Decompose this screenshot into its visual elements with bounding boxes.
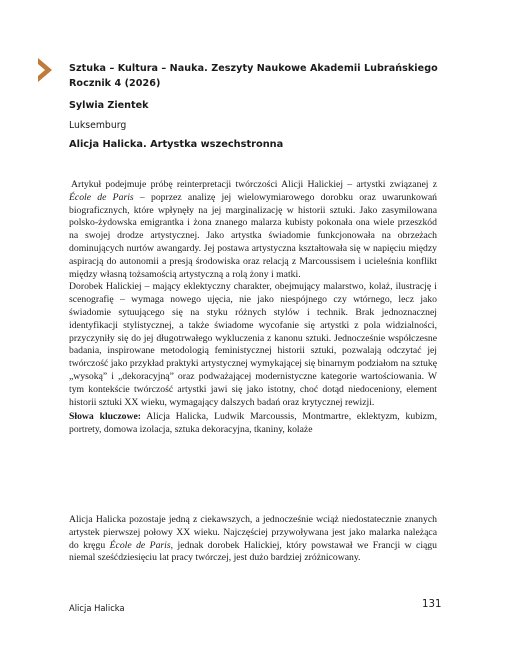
article-title: Alicja Halicka. Artystka wszechstronna [69,139,284,150]
abstract-paragraph-1: Artykuł podejmuje próbę reinterpretacji twórczości Alicji Halickiej – artystki związanej z École de Paris – poprzez analizę jej wielowymiarowego dorobku oraz uwarunkowań biograficznych, które wpłynęły na jej marginalizację w historii sztuki. Jako zasymilowana polsko-żydowska emigrantka i żona znanego malarza kubisty pokonała ona wiele przeszkód na swojej drodze artystycznej. Jako artystka świadomie funkcjonowała na obrzeżach dominujących nurtów awangardy. Jej postawa artystyczna kształtowała się w napięciu między aspiracją do autonomii a presją środowiska oraz relacją z Marcoussisem i ucieleśnia konflikt między własną tożsamością artystyczną a rolą żony i matki. [69,179,437,280]
school-name-italic: École de Paris [109,539,171,551]
author-name: Sylwia Zientek [69,100,149,111]
running-head: Alicja Halicka [69,603,125,613]
abstract [69,179,437,437]
body-paragraph-1: Alicja Halicka pozostaje jedną z ciekawszych, a jednocześnie wciąż niedostatecznie znanych artystek pierwszej połowy XX wieku. Najczęściej przywoływana jest jako malarka należąca do kręgu École de Paris, jednak dorobek Halickiej, który powstawał we Francji w ciągu niemal sześćdziesięciu lat pracy twórczej, jest dużo bardziej zróżnicowany. [69,514,437,564]
abstract-paragraph-2: Dorobek Halickiej – mający eklektyczny charakter, obejmujący malarstwo, kolaż, ilustrację i scenografię – wymaga nowego ujęcia, nie jako niespójnego czy wtórnego, lecz jako świadomie sytuującego się na styku różnych stylów i technik. Brak jednoznacznej identyfikacji stylistycznej, a także świadome wycofanie się artystki z pola widzialności, przyczyniły się do jej długotrwałego wykluczenia z kanonu sztuki. Jednocześnie współczesne badania, inspirowane metodologią feministycznej historii sztuki, pozwalają odczytać jej twórczość jako przykład praktyki artystycznej wymykającej się binarnym podziałom na sztukę „wysoką” i „dekoracyjną” oraz podważającej modernistyczne kategorie wartościowania. W tym kontekście twórczość artystki jawi się jako istotny, choć dotąd niedoceniony, element historii sztuki XX wieku, wymagający dalszych badań oraz krytycznej rewizji. [69,281,437,408]
keywords-list: Alicja Halicka, Ludwik Marcoussis, Montmartre, eklektyzm, kubizm, portrety, domowa izolacja, sztuka dekoracyjna, tkaniny, kolaże [69,411,437,436]
keywords-label: Słowa kluczowe: [69,411,142,423]
school-name-italic: École de Paris [69,191,134,203]
section-marker-notch [38,64,45,76]
author-affiliation: Luksemburg [69,120,127,131]
journal-name: Sztuka – Kultura – Nauka. Zeszyty Naukowe Akademii Lubrańskiego [69,63,438,74]
journal-volume: Rocznik 4 (2026) [69,78,161,89]
journal-citation [69,61,449,91]
page-number: 131 [422,599,442,610]
body-text [69,514,437,565]
keywords [69,411,437,437]
